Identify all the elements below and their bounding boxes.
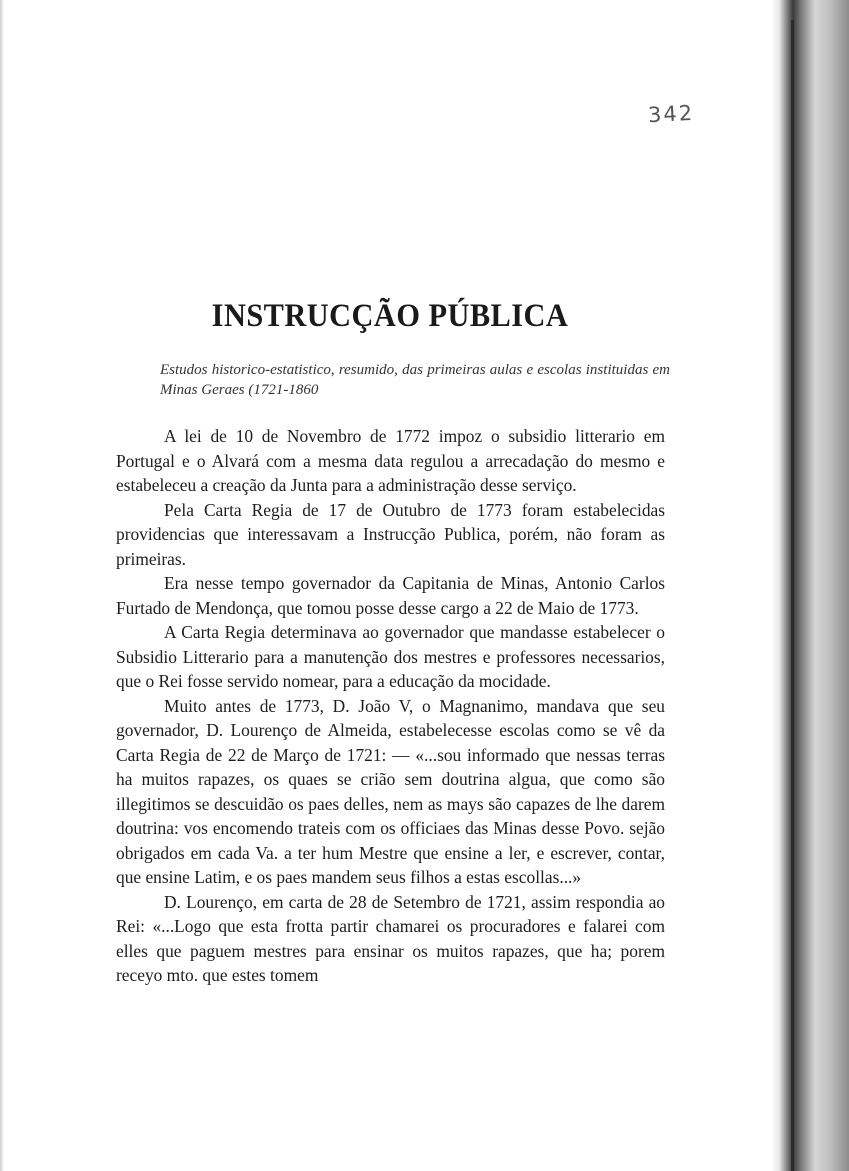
page-title: INSTRUCÇÃO PÚBLICA	[211, 298, 569, 334]
paragraph-4: A Carta Regia determinava ao governador que mandasse estabelecer o Subsidio Litterario para a manutenção dos mestres e professores necessarios, que o Rei fosse servido nomear, para a educação da mocidade.	[116, 622, 665, 691]
page-binding-edge	[771, 0, 849, 1171]
paragraph-5: Muito antes de 1773, D. João V, o Magnanimo, mandava que seu governador, D. Lourenço de Almeida, estabelecesse escolas como se vê da Carta Regia de 22 de Março de 1721: — «...sou informado que nessas terras ha muitos rapazes, os quaes se crião sem doutrina algua, que como são illegitimos se descuidão os paes delles, nem as mays são capazes de lhe darem doutrina: vos encomendo trateis com os officiaes das Minas desse Povo. sejão obrigados em cada Va. a ter hum Mestre que ensine a ler, e escrever, contar, que ensine Latim, e os paes mandem seus filhos a estas escollas...»	[116, 695, 665, 887]
paragraph-3: Era nesse tempo governador da Capitania de Minas, Antonio Carlos Furtado de Mendonça, que tomou posse desse cargo a 22 de Maio de 1773.	[116, 573, 665, 618]
paragraph-2: Pela Carta Regia de 17 de Outubro de 1773 foram estabelecidas providencias que interessavam a Instrucção Publica, porém, não foram as primeiras.	[116, 499, 665, 569]
page-subtitle: Estudos historico-estatistico, resumido, das primeiras aulas e escolas instituidas em Minas Geraes (1721-1860	[160, 362, 670, 398]
paragraph-6: D. Lourenço, em carta de 28 de Setembro de 1721, assim respondia ao Rei: «...Logo que esta frotta partir chamarei os procuradores e falarei com elles que paguem mestres para ensinar os muitos rapazes, que ha; porem receyo mto. que estes tomem	[116, 891, 665, 985]
paragraph-1: A lei de 10 de Novembro de 1772 impoz o subsidio litterario em Portugal e o Alvará com a mesma data regulou a arrecadação do mesmo e estabeleceu a creação da Junta para a administração desse serviço.	[116, 426, 665, 495]
body-text	[116, 424, 665, 988]
page-number: 342	[647, 100, 695, 128]
binding-shadow-line	[791, 20, 794, 1171]
page-left-edge	[0, 0, 4, 1171]
